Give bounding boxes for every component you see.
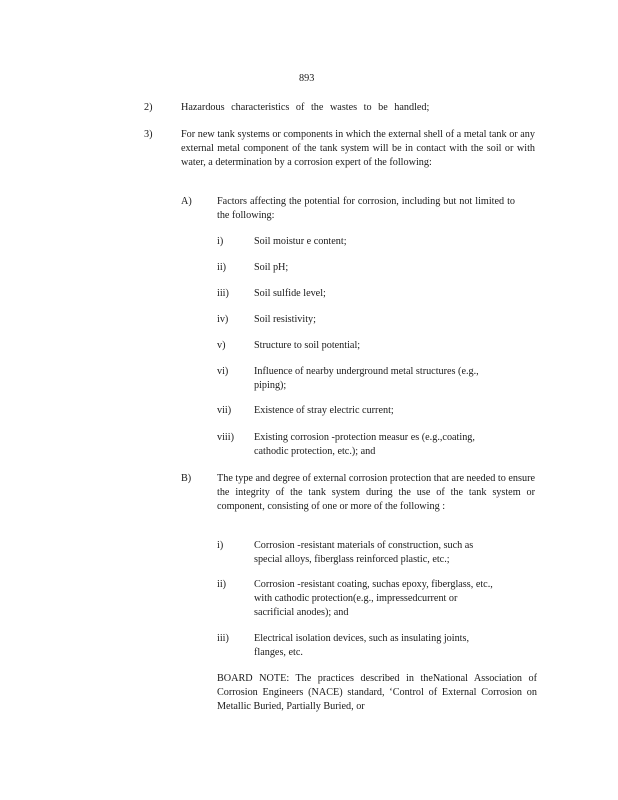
a-item-text: Soil moistur e content; <box>254 236 347 247</box>
a-item-text-line2: cathodic protection, etc.); and <box>254 446 376 457</box>
a-item-label: i) <box>217 236 224 247</box>
b-item-label: ii) <box>217 579 227 590</box>
a-item-label: ii) <box>217 262 227 273</box>
b-item-text-line1: Corrosion -resistant materials of construction, such as <box>254 540 474 551</box>
item-2-label: 2) <box>144 102 153 113</box>
item-3-label: 3) <box>144 129 153 140</box>
subsection-b-label: B) <box>181 473 192 484</box>
b-item-text-line3: sacrificial anodes); and <box>254 607 349 618</box>
board-note: BOARD NOTE: The practices described in theNational Association of Corrosion Engineers (NACE) standard, ‘Control of External Corrosion on Metallic Buried, Partially Buried, or <box>217 673 537 712</box>
b-item-label: i) <box>217 540 224 551</box>
a-item-text: Soil sulfide level; <box>254 288 326 299</box>
a-item-label: vii) <box>217 405 232 416</box>
b-item-label: iii) <box>217 633 229 644</box>
item-2-text: Hazardous characteristics of the wastes to be handled; <box>181 102 430 113</box>
subsection-a-text: Factors affecting the potential for corrosion, including but not limited to the following: <box>217 196 515 221</box>
a-item-text: Structure to soil potential; <box>254 340 361 351</box>
a-item-label: viii) <box>217 432 234 443</box>
a-item-text: Soil resistivity; <box>254 314 316 325</box>
b-item-text-line2: special alloys, fiberglass reinforced plastic, etc.; <box>254 554 450 565</box>
a-item-text: Soil pH; <box>254 262 289 273</box>
b-item-text-line2: flanges, etc. <box>254 647 303 658</box>
b-item-text-line2: with cathodic protection(e.g., impressedcurrent or <box>254 593 458 604</box>
a-item-text-line1: Influence of nearby underground metal structures (e.g., <box>254 366 479 377</box>
a-item-label: vi) <box>217 366 229 377</box>
a-item-text: Existence of stray electric current; <box>254 405 394 416</box>
a-item-label: iii) <box>217 288 229 299</box>
b-item-text-line1: Corrosion -resistant coating, suchas epoxy, fiberglass, etc., <box>254 579 493 590</box>
subsection-b-text: The type and degree of external corrosion protection that are needed to ensure the integrity of the tank system during the use of the tank system or component, consisting of one or more of the following : <box>217 473 535 512</box>
a-item-text-line1: Existing corrosion -protection measur es (e.g.,coating, <box>254 432 475 443</box>
item-3-text: For new tank systems or components in which the external shell of a metal tank or any external metal component of the tank system will be in contact with the soil or with water, a determination by a corrosion expert of the following: <box>181 129 535 168</box>
a-item-text-line2: piping); <box>254 380 287 391</box>
subsection-a-label: A) <box>181 196 192 207</box>
a-item-label: v) <box>217 340 226 351</box>
b-item-text-line1: Electrical isolation devices, such as insulating joints, <box>254 633 470 644</box>
page-number: 893 <box>299 73 315 84</box>
a-item-label: iv) <box>217 314 229 325</box>
